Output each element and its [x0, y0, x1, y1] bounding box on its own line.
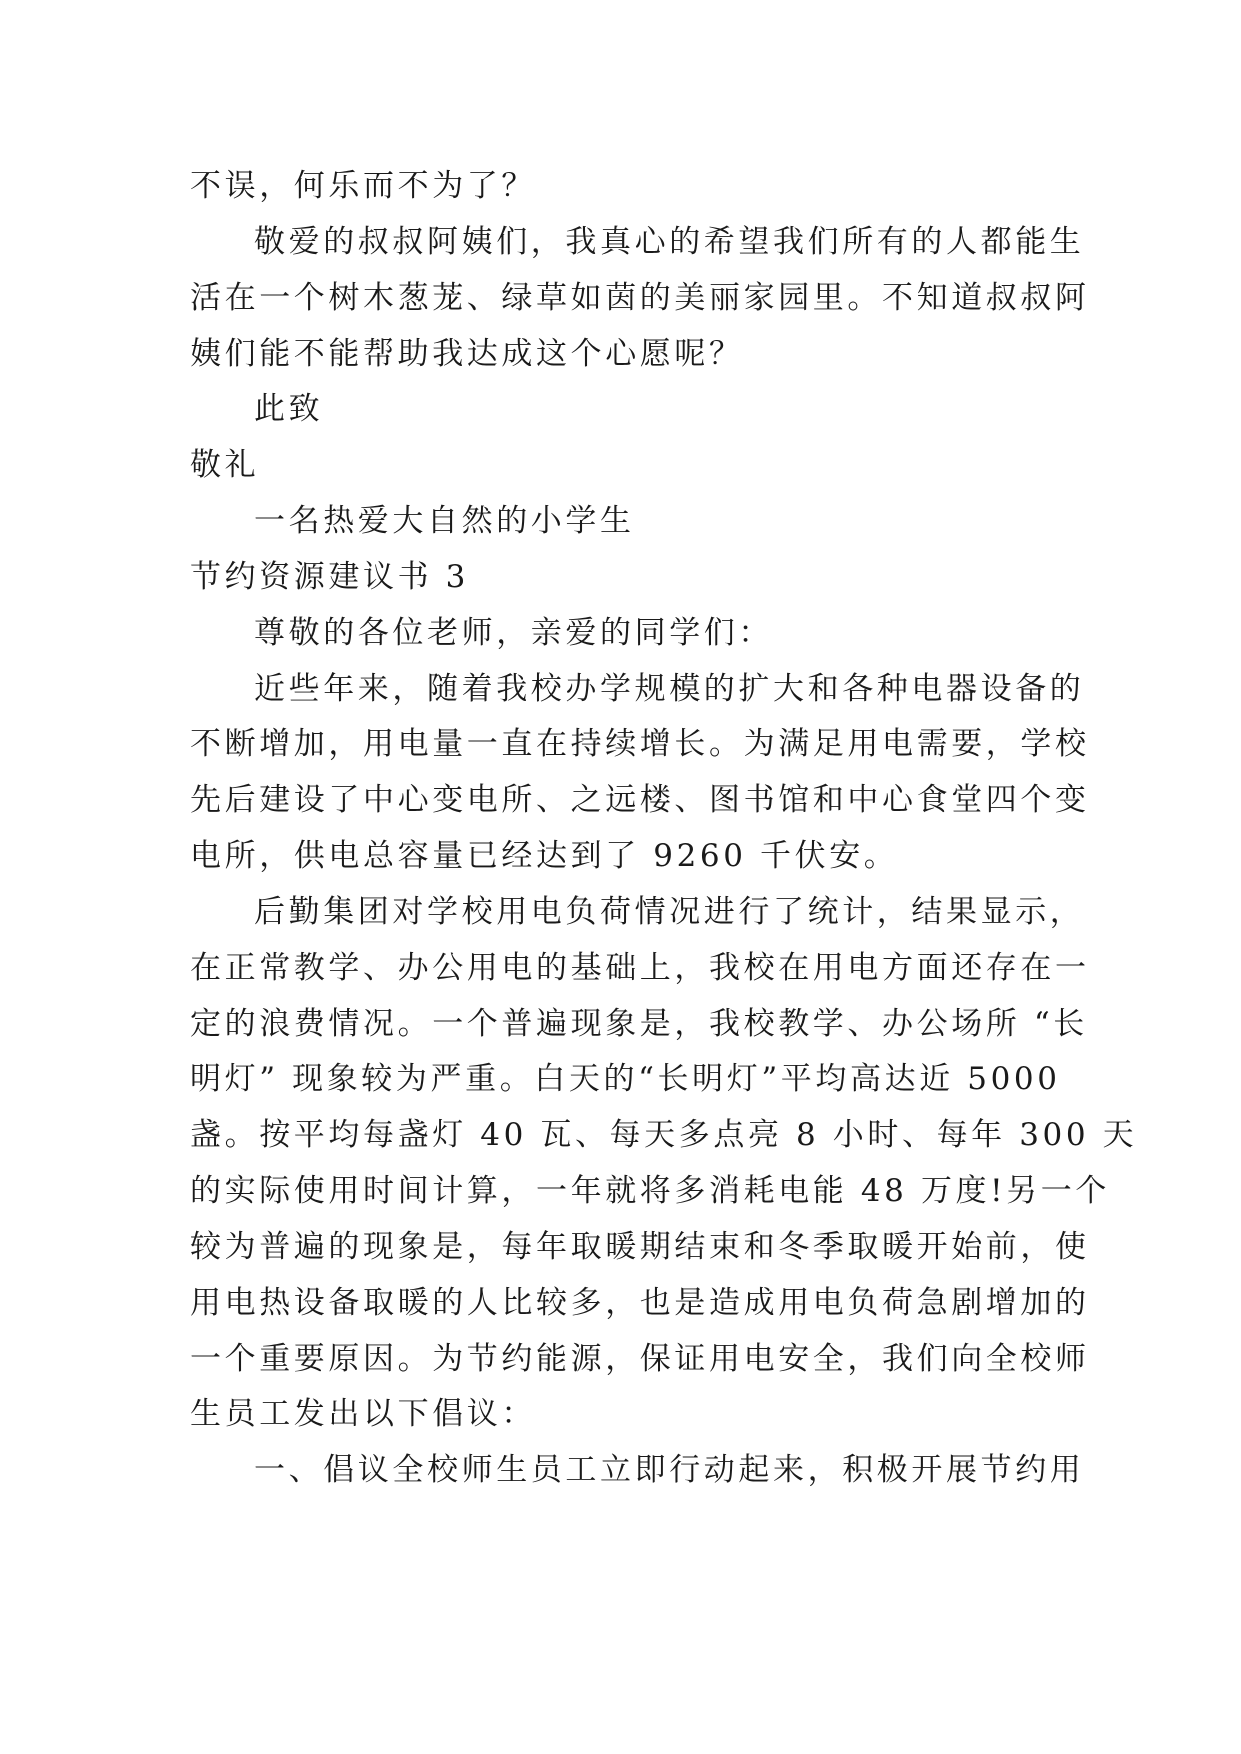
- body-text-line: 盏。按平均每盏灯 40 瓦、每天多点亮 8 小时、每年 300 天: [190, 1117, 1138, 1153]
- body-text-line: 先后建设了中心变电所、之远楼、图书馆和中心食堂四个变: [190, 782, 1090, 818]
- body-text-line: 活在一个树木葱茏、绿草如茵的美丽家园里。不知道叔叔阿: [190, 280, 1090, 316]
- body-text-line: 姨们能不能帮助我达成这个心愿呢？: [190, 336, 744, 372]
- body-text-line: 较为普遍的现象是，每年取暖期结束和冬季取暖开始前，使: [190, 1229, 1090, 1265]
- greeting-line: 尊敬的各位老师，亲爱的同学们：: [254, 615, 773, 651]
- body-text-line: 电所，供电总容量已经达到了 9260 千伏安。: [190, 838, 899, 874]
- body-text-line: 生员工发出以下倡议：: [190, 1396, 536, 1432]
- body-text-line: 明灯” 现象较为严重。白天的“长明灯”平均高达近 5000: [190, 1061, 1061, 1097]
- body-text-line: 一个重要原因。为节约能源，保证用电安全，我们向全校师: [190, 1341, 1090, 1377]
- body-text-line: 定的浪费情况。一个普遍现象是，我校教学、办公场所 “长: [190, 1006, 1088, 1042]
- section-title: 节约资源建议书 3: [190, 559, 469, 595]
- paragraph-start-line: 近些年来，随着我校办学规模的扩大和各种电器设备的: [254, 671, 1085, 707]
- paragraph-start-line: 后勤集团对学校用电负荷情况进行了统计，结果显示，: [254, 894, 1085, 930]
- body-text-line: 的实际使用时间计算，一年就将多消耗电能 48 万度!另一个: [190, 1173, 1111, 1209]
- paragraph-start-line: 敬爱的叔叔阿姨们，我真心的希望我们所有的人都能生: [254, 224, 1085, 260]
- body-text-line: 在正常教学、办公用电的基础上，我校在用电方面还存在一: [190, 950, 1090, 986]
- body-text-line: 不断增加，用电量一直在持续增长。为满足用电需要，学校: [190, 726, 1090, 762]
- closing-regards: 敬礼: [190, 447, 260, 483]
- body-text-line: 用电热设备取暖的人比较多，也是造成用电负荷急剧增加的: [190, 1285, 1090, 1321]
- closing-salutation: 此致: [254, 391, 324, 427]
- body-text-line: 不误，何乐而不为了？: [190, 168, 536, 204]
- letter-signature: 一名热爱大自然的小学生: [254, 503, 635, 539]
- paragraph-start-line: 一、倡议全校师生员工立即行动起来，积极开展节约用: [254, 1452, 1085, 1488]
